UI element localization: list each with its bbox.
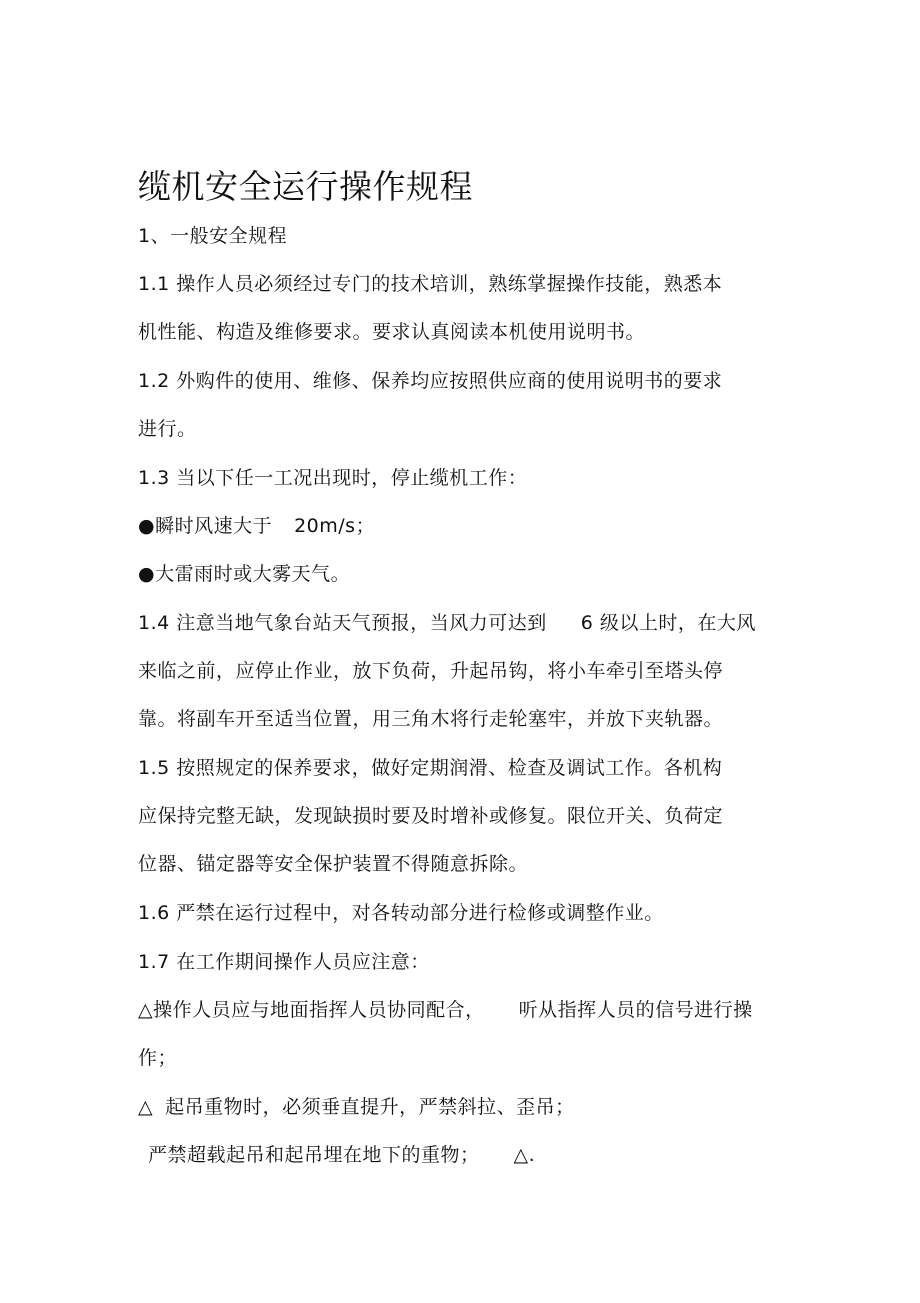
triangle-marker: △ <box>138 1096 154 1118</box>
paragraph-1-7: 1.7 在工作期间操作人员应注意： <box>138 951 430 973</box>
paragraph-1-4-line-1 <box>138 611 756 635</box>
note-coordination-part-a: △操作人员应与地面指挥人员协同配合， <box>138 999 485 1021</box>
paragraph-1-5-line-1: 1.5 按照规定的保养要求，做好定期润滑、检查及调试工作。各机构 <box>138 757 723 779</box>
note-vertical-lifting <box>138 1095 575 1119</box>
note-overload-text: 严禁超载起吊和起吊埋在地下的重物； <box>148 1144 480 1166</box>
note-coordination-line-1 <box>138 998 753 1022</box>
paragraph-1-4-line-3: 靠。将副车开至适当位置，用三角木将行走轮塞牢，并放下夹轨器。 <box>138 708 724 730</box>
trailing-triangle-marker: △. <box>513 1144 536 1166</box>
paragraph-1-3: 1.3 当以下任一工况出现时，停止缆机工作： <box>138 467 528 489</box>
paragraph-1-5-line-2: 应保持完整无缺，发现缺损时要及时增补或修复。限位开关、负荷定 <box>138 805 724 827</box>
note-vertical-lifting-text: 起吊重物时，必须垂直提升，严禁斜拉、歪吊； <box>165 1096 575 1118</box>
note-coordination-part-b: 听从指挥人员的信号进行操 <box>518 999 753 1021</box>
paragraph-1-6: 1.6 严禁在运行过程中，对各转动部分进行检修或调整作业。 <box>138 902 664 924</box>
paragraph-1-4-line-1-part-b: 6 级以上时，在大风 <box>580 612 756 634</box>
paragraph-1-1-line-2: 机性能、构造及维修要求。要求认真阅读本机使用说明书。 <box>138 321 646 343</box>
paragraph-1-4-line-2: 来临之前，应停止作业，放下负荷，升起吊钩，将小车牵引至塔头停 <box>138 660 724 682</box>
bullet-thunderstorm-fog: ●大雷雨时或大雾天气。 <box>138 563 351 585</box>
paragraph-1-5-line-3: 位器、锚定器等安全保护装置不得随意拆除。 <box>138 853 529 875</box>
paragraph-1-2-line-1: 1.2 外购件的使用、维修、保养均应按照供应商的使用说明书的要求 <box>138 370 723 392</box>
section-heading-general-safety: 1、一般安全规程 <box>138 225 288 247</box>
bullet-wind-speed-text: ●瞬时风速大于 <box>138 515 273 537</box>
note-overload <box>148 1143 535 1167</box>
bullet-wind-speed-value: 20m/s； <box>294 515 376 537</box>
paragraph-1-4-line-1-part-a: 1.4 注意当地气象台站天气预报，当风力可达到 <box>138 612 547 634</box>
note-coordination-line-2: 作； <box>138 1047 178 1069</box>
document-title: 缆机安全运行操作规程 <box>138 167 473 206</box>
paragraph-1-1-line-1: 1.1 操作人员必须经过专门的技术培训，熟练掌握操作技能，熟悉本 <box>138 273 723 295</box>
paragraph-1-2-line-2: 进行。 <box>138 418 197 440</box>
bullet-wind-speed <box>138 514 375 538</box>
